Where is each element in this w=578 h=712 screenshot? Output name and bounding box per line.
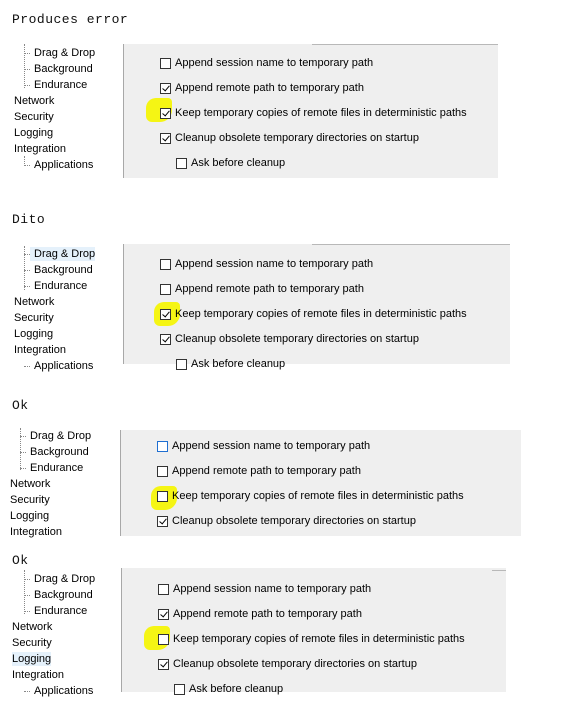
append-session-checkbox[interactable] — [158, 581, 371, 597]
checkbox-box — [158, 584, 169, 595]
options-area — [124, 244, 510, 370]
screenshot-panel-1 — [0, 40, 578, 178]
tree-item-drag-drop[interactable]: Drag & Drop — [30, 247, 95, 261]
append-session-checkbox[interactable] — [160, 55, 373, 71]
options-area — [122, 568, 506, 695]
cleanup-checkbox[interactable] — [158, 656, 417, 672]
checkbox-box — [160, 334, 171, 345]
checkbox-box — [158, 659, 169, 670]
tree-item-security[interactable]: Security — [12, 637, 52, 649]
checkbox-box — [157, 466, 168, 477]
tree-item-endurance[interactable]: Endurance — [30, 78, 87, 92]
checkbox-box — [160, 83, 171, 94]
cleanup-checkbox[interactable] — [157, 513, 416, 529]
checkbox-box — [176, 359, 187, 370]
checkbox-box — [174, 684, 185, 695]
append-session-checkbox[interactable] — [157, 438, 370, 454]
append-remote-checkbox[interactable] — [158, 606, 362, 622]
checkbox-label: Cleanup obsolete temporary directories on startup — [175, 333, 419, 345]
cleanup-checkbox[interactable] — [160, 130, 419, 146]
tree-item-network[interactable]: Network — [14, 95, 55, 107]
caption-ok-2: Ok — [12, 553, 29, 568]
tree-item-applications[interactable]: Applications — [30, 359, 93, 373]
tree-item-logging[interactable]: Logging — [14, 328, 54, 340]
screenshot-panel-3 — [0, 426, 578, 536]
checkbox-label: Ask before cleanup — [191, 157, 286, 169]
checkbox-label: Append remote path to temporary path — [172, 465, 361, 477]
keep-temp-checkbox[interactable] — [160, 105, 467, 121]
tree-item-logging[interactable]: Logging — [12, 653, 52, 665]
tree-item-background[interactable]: Background — [30, 263, 93, 277]
options-area — [124, 44, 498, 178]
tree-item-drag-drop[interactable]: Drag & Drop — [26, 429, 91, 443]
checkbox-label: Cleanup obsolete temporary directories on startup — [175, 132, 419, 144]
tree-item-security[interactable]: Security — [14, 111, 54, 123]
tree-item-background[interactable]: Background — [30, 588, 93, 602]
checkbox-label: Keep temporary copies of remote files in deterministic paths — [175, 308, 467, 320]
keep-temp-checkbox[interactable] — [158, 631, 465, 647]
checkbox-label: Append session name to temporary path — [172, 440, 371, 452]
checkbox-label: Append remote path to temporary path — [175, 283, 364, 295]
tree-item-drag-drop[interactable]: Drag & Drop — [30, 46, 95, 60]
tree-item-network[interactable]: Network — [10, 478, 51, 490]
checkbox-box — [158, 609, 169, 620]
caption-dito: Dito — [12, 212, 46, 227]
checkbox-box — [160, 259, 171, 270]
tree-item-background[interactable]: Background — [26, 445, 89, 459]
tree-item-endurance[interactable]: Endurance — [30, 604, 87, 618]
tree-item-security[interactable]: Security — [14, 312, 54, 324]
checkbox-box — [160, 284, 171, 295]
checkbox-label: Append session name to temporary path — [173, 583, 372, 595]
tree-item-integration[interactable]: Integration — [14, 143, 66, 155]
tree-item-integration[interactable]: Integration — [12, 669, 64, 681]
checkbox-label: Ask before cleanup — [191, 358, 286, 370]
tree-item-endurance[interactable]: Endurance — [30, 279, 87, 293]
caption-ok-1: Ok — [12, 398, 29, 413]
checkbox-box — [160, 133, 171, 144]
checkbox-label: Ask before cleanup — [189, 683, 284, 695]
checkbox-label: Cleanup obsolete temporary directories on startup — [173, 658, 417, 670]
append-session-checkbox[interactable] — [160, 256, 373, 272]
ask-before-checkbox[interactable] — [176, 155, 285, 171]
checkbox-label: Keep temporary copies of remote files in deterministic paths — [173, 633, 465, 645]
append-remote-checkbox[interactable] — [160, 80, 364, 96]
tree-item-logging[interactable]: Logging — [14, 127, 54, 139]
checkbox-label: Append session name to temporary path — [175, 258, 374, 270]
screenshot-panel-2 — [0, 240, 578, 372]
append-remote-checkbox[interactable] — [157, 463, 361, 479]
keep-temp-checkbox[interactable] — [160, 306, 467, 322]
checkbox-box — [157, 491, 168, 502]
checkbox-box — [158, 634, 169, 645]
checkbox-box — [160, 309, 171, 320]
caption-produces-error: Produces error — [12, 12, 129, 27]
ask-before-checkbox[interactable] — [174, 681, 283, 697]
keep-temp-checkbox[interactable] — [157, 488, 464, 504]
tree-item-integration[interactable]: Integration — [14, 344, 66, 356]
tree-item-network[interactable]: Network — [14, 296, 55, 308]
checkbox-label: Cleanup obsolete temporary directories on startup — [172, 515, 416, 527]
checkbox-box — [160, 58, 171, 69]
append-remote-checkbox[interactable] — [160, 281, 364, 297]
checkbox-label: Keep temporary copies of remote files in deterministic paths — [172, 490, 464, 502]
checkbox-label: Keep temporary copies of remote files in deterministic paths — [175, 107, 467, 119]
tree-item-integration[interactable]: Integration — [10, 526, 62, 538]
tree-item-logging[interactable]: Logging — [10, 510, 50, 522]
tree-item-applications[interactable]: Applications — [30, 158, 93, 172]
tree-item-security[interactable]: Security — [10, 494, 50, 506]
checkbox-label: Append session name to temporary path — [175, 57, 374, 69]
options-area — [121, 430, 521, 536]
tree-item-endurance[interactable]: Endurance — [26, 461, 83, 475]
tree-item-background[interactable]: Background — [30, 62, 93, 76]
checkbox-box — [160, 108, 171, 119]
checkbox-label: Append remote path to temporary path — [175, 82, 364, 94]
screenshot-panel-4 — [0, 568, 578, 697]
tree-item-drag-drop[interactable]: Drag & Drop — [30, 572, 95, 586]
cleanup-checkbox[interactable] — [160, 331, 419, 347]
checkbox-box — [176, 158, 187, 169]
checkbox-label: Append remote path to temporary path — [173, 608, 362, 620]
checkbox-box — [157, 441, 168, 452]
tree-item-applications[interactable]: Applications — [30, 684, 93, 698]
ask-before-checkbox[interactable] — [176, 356, 285, 372]
checkbox-box — [157, 516, 168, 527]
tree-item-network[interactable]: Network — [12, 621, 53, 633]
